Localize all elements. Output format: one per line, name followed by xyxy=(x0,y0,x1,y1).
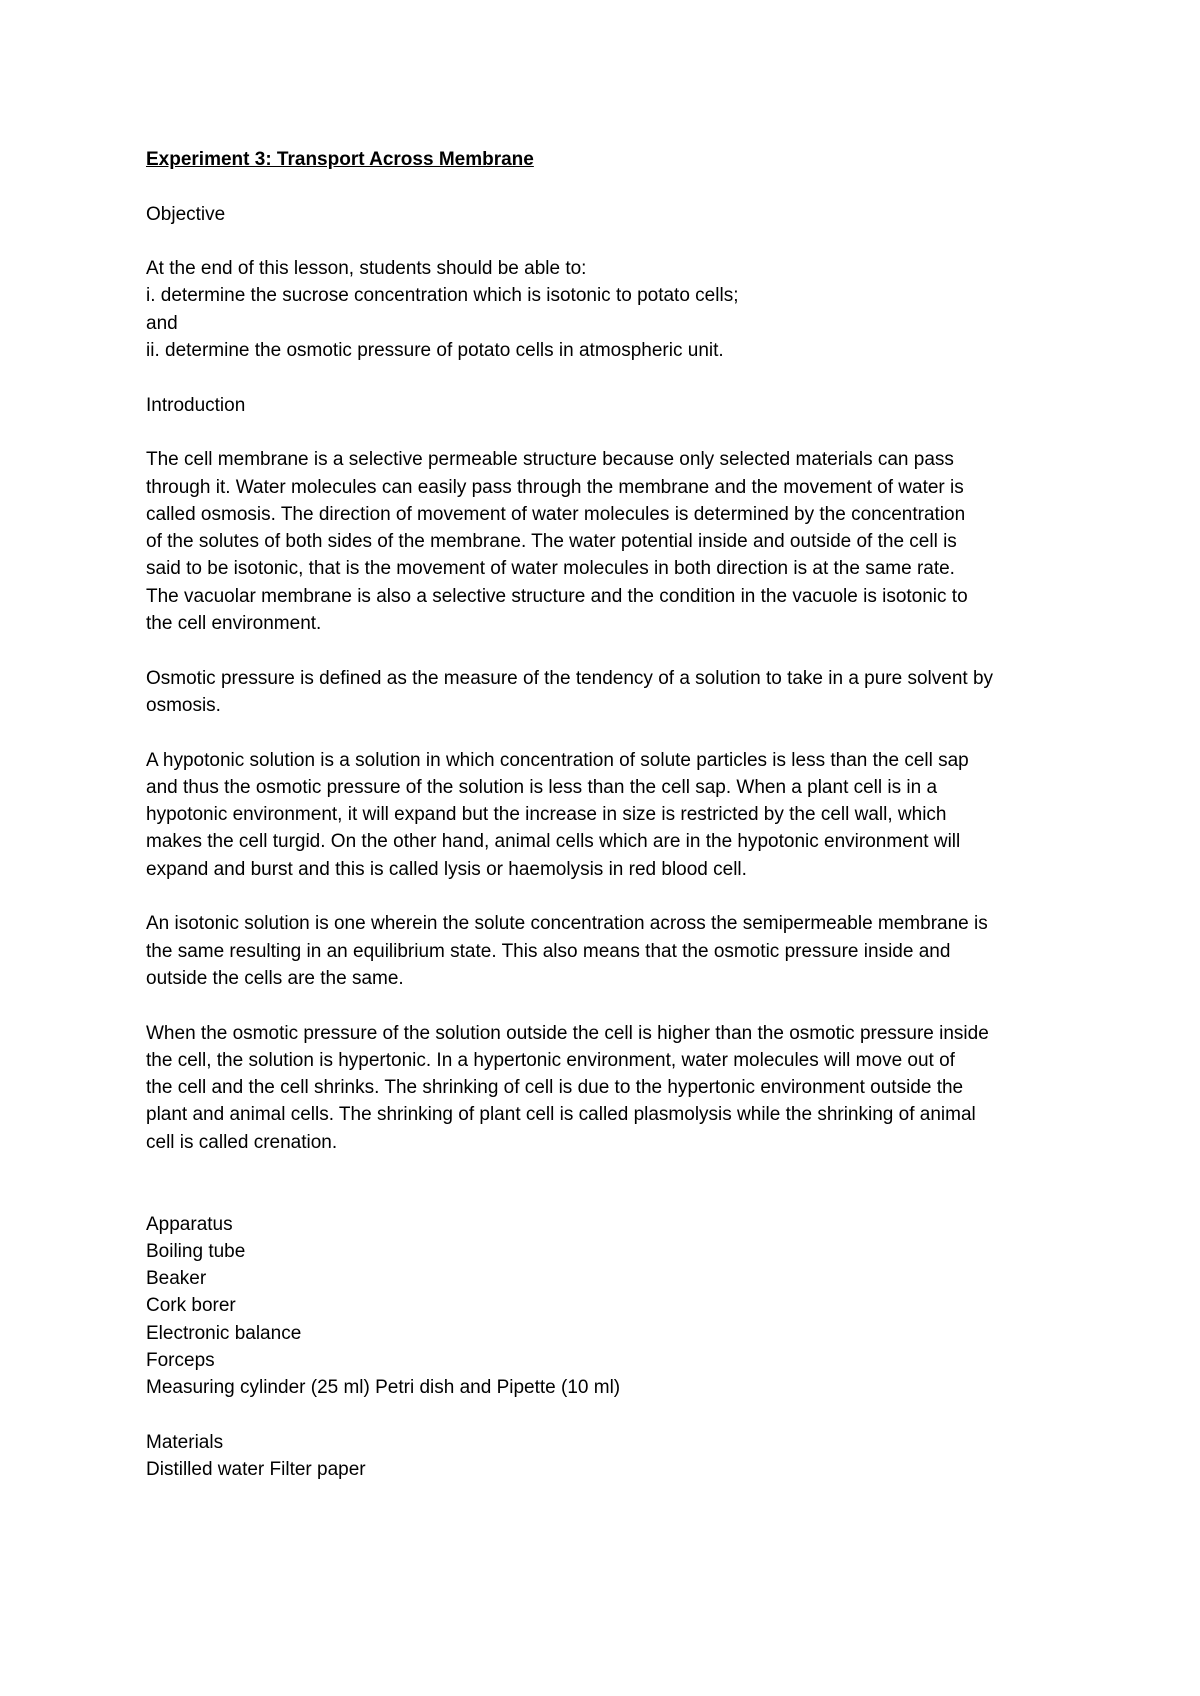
objective-item: and xyxy=(146,312,178,334)
paragraph-line: said to be isotonic, that is the movement of water molecules in both direction is at the same rate. xyxy=(146,558,955,580)
apparatus-list xyxy=(146,1238,1076,1402)
paragraph-line: cell is called crenation. xyxy=(146,1131,338,1153)
apparatus-item: Beaker xyxy=(146,1268,207,1290)
paragraph-line: An isotonic solution is one wherein the solute concentration across the semipermeable membrane is xyxy=(146,913,988,935)
apparatus-item: Forceps xyxy=(146,1350,215,1372)
objective-heading: Objective xyxy=(146,203,226,225)
paragraph-line: The vacuolar membrane is also a selective structure and the condition in the vacuole is isotonic to xyxy=(146,585,968,607)
paragraph-line: the cell environment. xyxy=(146,613,322,635)
paragraph-line: The cell membrane is a selective permeable structure because only selected materials can pass xyxy=(146,449,954,471)
paragraph-line: the cell and the cell shrinks. The shrinking of cell is due to the hypertonic environment outside the xyxy=(146,1077,964,1099)
paragraph-line: Osmotic pressure is defined as the measure of the tendency of a solution to take in a pure solvent by xyxy=(146,667,994,689)
paragraph-line: called osmosis. The direction of movement of water molecules is determined by the concentration xyxy=(146,503,966,525)
intro-paragraph-membrane xyxy=(146,446,1076,637)
paragraph-line: makes the cell turgid. On the other hand, animal cells which are in the hypotonic environment will xyxy=(146,831,961,853)
document-content xyxy=(146,146,1076,1484)
paragraph-line: hypotonic environment, it will expand but the increase in size is restricted by the cell wall, which xyxy=(146,804,947,826)
paragraph-line: of the solutes of both sides of the membrane. The water potential inside and outside of the cell is xyxy=(146,531,957,553)
paragraph-line: expand and burst and this is called lysis or haemolysis in red blood cell. xyxy=(146,858,747,880)
paragraph-line: the same resulting in an equilibrium state. This also means that the osmotic pressure inside and xyxy=(146,940,951,962)
apparatus-item: Cork borer xyxy=(146,1295,236,1317)
apparatus-heading: Apparatus xyxy=(146,1213,233,1235)
materials-list xyxy=(146,1456,1076,1483)
objective-lead: At the end of this lesson, students should be able to: xyxy=(146,258,587,280)
introduction-heading: Introduction xyxy=(146,394,246,416)
materials-item: Distilled water Filter paper xyxy=(146,1459,366,1481)
paragraph-line: plant and animal cells. The shrinking of plant cell is called plasmolysis while the shrinking of animal xyxy=(146,1104,976,1126)
objective-item: ii. determine the osmotic pressure of potato cells in atmospheric unit. xyxy=(146,340,724,362)
paragraph-line: osmosis. xyxy=(146,694,221,716)
objective-item: i. determine the sucrose concentration which is isotonic to potato cells; xyxy=(146,285,739,307)
paragraph-line: When the osmotic pressure of the solution outside the cell is higher than the osmotic pressure inside xyxy=(146,1022,989,1044)
paragraph-line: A hypotonic solution is a solution in which concentration of solute particles is less than the cell sap xyxy=(146,749,969,771)
apparatus-item: Boiling tube xyxy=(146,1240,246,1262)
intro-paragraph-osmotic-pressure xyxy=(146,665,1076,720)
apparatus-item: Measuring cylinder (25 ml) Petri dish and Pipette (10 ml) xyxy=(146,1377,621,1399)
paragraph-line: outside the cells are the same. xyxy=(146,967,404,989)
intro-paragraph-hypotonic xyxy=(146,747,1076,883)
intro-paragraph-isotonic xyxy=(146,910,1076,992)
materials-heading: Materials xyxy=(146,1431,224,1453)
objective-list xyxy=(146,282,1076,364)
document-title: Experiment 3: Transport Across Membrane xyxy=(146,149,534,170)
intro-paragraph-hypertonic xyxy=(146,1020,1076,1156)
paragraph-line: and thus the osmotic pressure of the solution is less than the cell sap. When a plant cell is in a xyxy=(146,776,938,798)
paragraph-line: the cell, the solution is hypertonic. In a hypertonic environment, water molecules will move out of xyxy=(146,1049,955,1071)
paragraph-line: through it. Water molecules can easily pass through the membrane and the movement of water is xyxy=(146,476,964,498)
apparatus-item: Electronic balance xyxy=(146,1322,302,1344)
